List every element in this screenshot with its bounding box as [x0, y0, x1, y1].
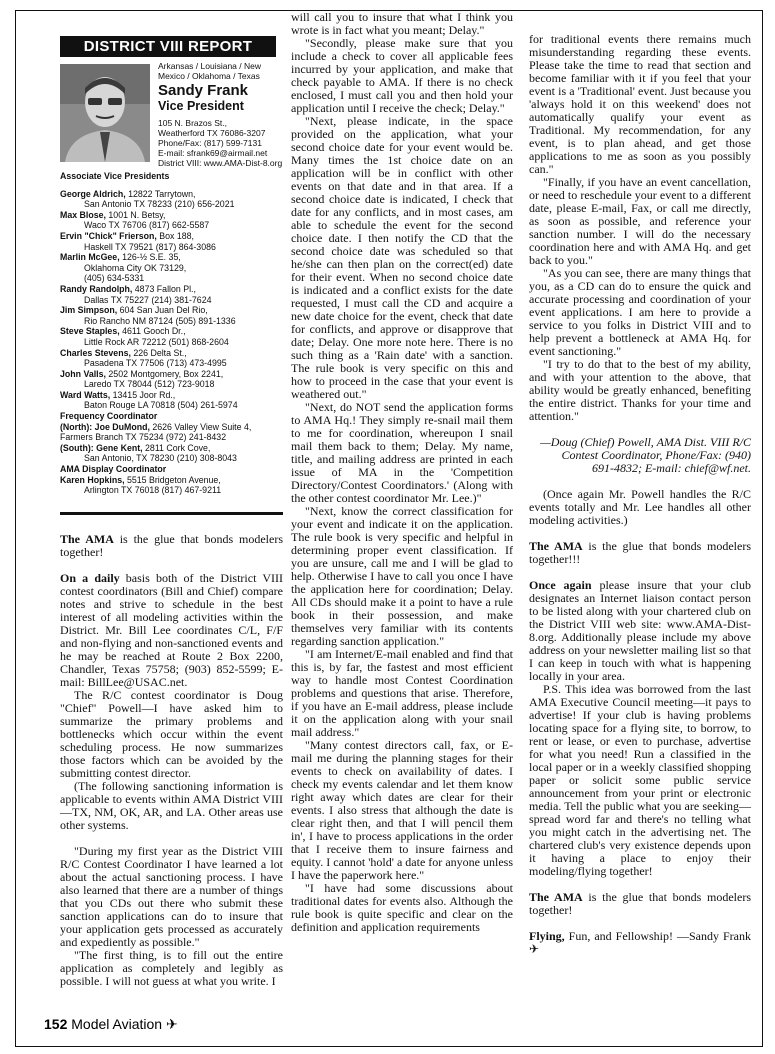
associate-entry-line: (405) 634-5331	[84, 273, 145, 284]
section-divider	[60, 512, 283, 515]
associate-entry-line: Laredo TX 78044 (512) 723-9018	[84, 379, 215, 390]
paragraph: "Next, know the correct classification for your event and indicate it on the application. The rule book is very specific and helpful in determining proper event classification. If you are unsure, call me and I will be glad to help. Otherwise I have to call you once I have the application here for coordination; Delay. All CDs should make it a point to have a rule book in their possession, and make themselves very familiar with its contents regarding sanction application."	[291, 504, 513, 648]
associate-entry: Marlin McGee, 126-½ S.E. 35,	[60, 252, 181, 263]
paragraph: The AMA is the glue that bonds modelers together!	[529, 890, 751, 917]
vp-email: E-mail: sfrank69@airmail.net	[158, 148, 268, 158]
report-title: DISTRICT VIII REPORT	[83, 38, 253, 55]
paragraph: (The following sanctioning information is applicable to events within AMA District VIII—TX, NM, OK, AR, and LA. Other areas use other systems.	[60, 779, 283, 832]
vp-website: District VIII: www.AMA-Dist-8.org	[158, 158, 283, 168]
paragraph: "Secondly, please make sure that you include a check to cover all applicable fees incurred by your application, and make that check payable to AMA. If there is no check enclosed, I must call you and then hold your application until I receive the check; Delay."	[291, 36, 513, 115]
paragraph: "Many contest directors call, fax, or E-mail me during the planning stages for their events to check on availability of dates. I check my events calendar and let them know right away which dates are clear for their events. I also stress that although the date is clear right then, and that I will pencil them in', I have to process applications in the order that I receive them to insure fairness and equity. I cannot 'hold' a date for anyone unless I have the paperwork here."	[291, 738, 513, 882]
associate-entry: John Valls, 2502 Montgomery, Box 2241,	[60, 368, 224, 379]
associate-entry: Jim Simpson, 604 San Juan Del Rio,	[60, 305, 208, 316]
district-states: Arkansas / Louisiana / New Mexico / Oklahoma / Texas	[158, 61, 261, 81]
magazine-name: Model Aviation	[71, 1016, 163, 1032]
associate-entry-line: Baton Rouge LA 70818 (504) 261-5974	[84, 400, 238, 411]
paragraph: "I try to do that to the best of my ability, and with your attention to the above, that ability would be greatly enhanced, benefiting the entire district. Thanks for your time and attention."	[529, 357, 751, 423]
paragraph: The R/C contest coordinator is Doug "Chief" Powell—I have asked him to summarize the primary problems and bottlenecks which occur within the event scheduling process. He now summarizes those factors which can be avoided by the submitting contest director.	[60, 688, 283, 780]
vp-address	[158, 118, 283, 168]
associate-entry: Steve Staples, 4611 Gooch Dr.,	[60, 326, 186, 337]
associate-vp-list	[60, 171, 284, 496]
column-2-text	[291, 11, 513, 934]
vp-name: Sandy Frank	[158, 82, 249, 99]
paragraph: for traditional events there remains much misunderstanding regarding these events. Please take the time to read that section and become familiar with it if you feel that your event is a 'Traditional' event. Just because you 'always hold it on this weekend' does not automatically qualify your event as Traditional. My recommendation, for any event, is to plan ahead, and get those applications to me as soon as you possibly can."	[529, 32, 751, 176]
associate-entry: Ward Watts, 13415 Joor Rd.,	[60, 389, 176, 400]
closing-line: Flying, Fun, and Fellowship! —Sandy Frank ✈	[529, 929, 751, 956]
paragraph: will call you to insure that what I think you wrote is in fact what you meant; Delay."	[291, 10, 513, 37]
frequency-north: (North): Joe DuMond, 2626 Valley View Suite 4, Farmers Branch TX 75234 (972) 241-8432	[60, 421, 252, 443]
signature: —Doug (Chief) Powell, AMA Dist. VIII R/C Contest Coordinator, Phone/Fax: (940) 691-4832; E-mail: chief@wf.net.	[540, 435, 751, 475]
paragraph: "I have had some discussions about traditional dates for events also. Although the rule book is quite specific and clear on the definition and application requirements	[291, 881, 513, 934]
associate-entry: George Aldrich, 12822 Tarrytown,	[60, 188, 196, 199]
column-3-text	[529, 33, 751, 956]
associate-entry-line: Oklahoma City OK 73129,	[84, 262, 187, 273]
vp-phone: Phone/Fax: (817) 599-7131	[158, 138, 262, 148]
display-heading: AMA Display Coordinator	[60, 464, 167, 475]
page-number: 152	[44, 1016, 68, 1032]
vp-address-line: Weatherford TX 76086-3207	[158, 128, 266, 138]
paragraph: (Once again Mr. Powell handles the R/C events totally and Mr. Lee handles all other modeling activities.)	[529, 487, 751, 527]
paragraph: "I am Internet/E-mail enabled and find that this is, by far, the fastest and most efficient way to handle most Contest Coordination problems and questions that arise. Therefore, if you have an E-mail address, please include it on the application along with your snail mail address."	[291, 647, 513, 739]
vp-address-line: 105 N. Brazos St.,	[158, 118, 227, 128]
magazine-page	[15, 10, 763, 1047]
associate-entry-line: Rio Rancho NM 87124 (505) 891-1336	[84, 315, 236, 326]
associate-entry-line: Dallas TX 75227 (214) 381-7624	[84, 294, 212, 305]
associates-heading: Associate Vice Presidents	[60, 171, 170, 181]
associate-entry-line: Pasadena TX 77506 (713) 473-4995	[84, 358, 227, 369]
paragraph: On a daily basis both of the District VIII contest coordinators (Bill and Chief) compare notes and strive to schedule in the best interest of all modeling activities within the District. Mr. Bill Lee coordinates C/L, F/F and non-flying and non-sanctioned events and he may be reached at Route 2 Box 2200, Chandler, Texas 75758; (903) 852-5599; E-mail: BillLee@USAC.net.	[60, 571, 283, 689]
associate-entry: Randy Randolph, 4873 Fallon Pl.,	[60, 283, 196, 294]
airplane-icon: ✈	[529, 942, 540, 956]
vp-info	[158, 61, 283, 168]
frequency-heading: Frequency Coordinator	[60, 411, 158, 422]
paragraph: The AMA is the glue that bonds modelers together!	[60, 532, 283, 559]
paragraph: "During my first year as the District VIII R/C Contest Coordinator I have learned a lot about the actual sanctioning process. I have also learned that there are a number of things that you CDs out there who submit these sanction applications can do to insure that your application gets processed as accurately and expediently as possible."	[60, 844, 283, 949]
associate-entry: Charles Stevens, 226 Delta St.,	[60, 347, 187, 358]
associate-entry: Ervin "Chick" Frierson, Box 188,	[60, 230, 194, 241]
vp-portrait-photo	[60, 64, 150, 162]
column-1-text	[60, 533, 283, 988]
paragraph: "Next, do NOT send the application forms to AMA Hq.! They simply re-snail mail them to me for coordination, whereupon I snail mail them back to them; Delay. My name, title, and mailing address are printed in each issue of MA in the 'Competition Directory/Contest Coordinators.' (Along with the other contest coordinator Mr. Lee.)"	[291, 400, 513, 505]
page-footer	[44, 1016, 178, 1033]
paragraph: P.S. This idea was borrowed from the last AMA Executive Council meeting—it pays to advertise! If your club is having problems locating space for a flying site, to borrow, to rent or lease, or even to purchase, advertise for what you need! Run a classified in the local paper or in a weekly classified shopping paper or solicit some public service announcement from your print or electronic media. Tell the public what you are seeking—spread word far and there's no telling what you might catch in the advertising net. The chartered club's very existence depends upon it having a place to enjoy their modeling/flying together!	[529, 682, 751, 878]
display-coordinator-line: Arlington TX 76018 (817) 467-9211	[84, 485, 222, 496]
frequency-south: (South): Gene Kent, 2811 Cork Cove,	[60, 442, 211, 453]
portrait-figure	[60, 64, 150, 162]
vp-title: Vice President	[158, 99, 244, 113]
paragraph: "As you can see, there are many things that you, as a CD can do to ensure the quick and accurate processing and coordination of your event applications. I am here to provide a service to you folks in District VIII and to help prevent a bottleneck at AMA Hq. for event sanctioning."	[529, 266, 751, 358]
associate-entry-line: San Antonio TX 78233 (210) 656-2021	[84, 199, 235, 210]
frequency-south-line: San Antonio, TX 78230 (210) 308-8043	[84, 453, 237, 464]
header-bar	[60, 36, 276, 57]
associate-entry-line: Waco TX 76706 (817) 662-5587	[84, 220, 210, 231]
paragraph: "The first thing, is to fill out the entire application as completely and legibly as possible. I will not guess at what you write. I	[60, 948, 283, 988]
paragraph: Once again please insure that your club designates an Internet liaison contact person to be listed along with your chartered club on the District VIII web site: www.AMA-Dist-8.org. Additionally please include my above address on your newsletter mailing list so that I can keep in touch with what is happening locally in your area.	[529, 578, 751, 683]
associate-entry: Max Blose, 1001 N. Betsy,	[60, 209, 166, 220]
display-coordinator: Karen Hopkins, 5515 Bridgeton Avenue,	[60, 474, 221, 485]
paragraph: "Finally, if you have an event cancellation, or need to reschedule your event to a different date, please E-mail, Fax, or call me directly, as soon as possible, and reference your sanction number. I will do the necessary coordination here and with AMA Hq. and get back to you."	[529, 175, 751, 267]
associate-entry-line: Little Rock AR 72212 (501) 868-2604	[84, 336, 229, 347]
paragraph: The AMA is the glue that bonds modelers together!!!	[529, 539, 751, 566]
paragraph: "Next, please indicate, in the space provided on the application, what your second choice date for your event would be. Many times the 1st choice date on an application will be in conflict with other events on that date and in that area. If a second choice date is indicated, I check that date for any conflicts, and in most cases, am able to schedule the event for the second choice date. I then notify the CD that the second choice date was scheduled so that he/she can then plan on the correct(ed) date for their event. When no second choice date is indicated and a conflict exists for the date requested, I must call the CD and acquire a new date choice for the event, check that date for conflicts, and approve or disapprove that date; Delay. One more note here. There is no such thing as a 'Rain date' with a sanction. The rule book is very specific on this and how to proceed in the case that your event is weathered out."	[291, 114, 513, 401]
airplane-icon: ✈	[165, 1016, 178, 1032]
associate-entry-line: Haskell TX 79521 (817) 864-3086	[84, 241, 216, 252]
